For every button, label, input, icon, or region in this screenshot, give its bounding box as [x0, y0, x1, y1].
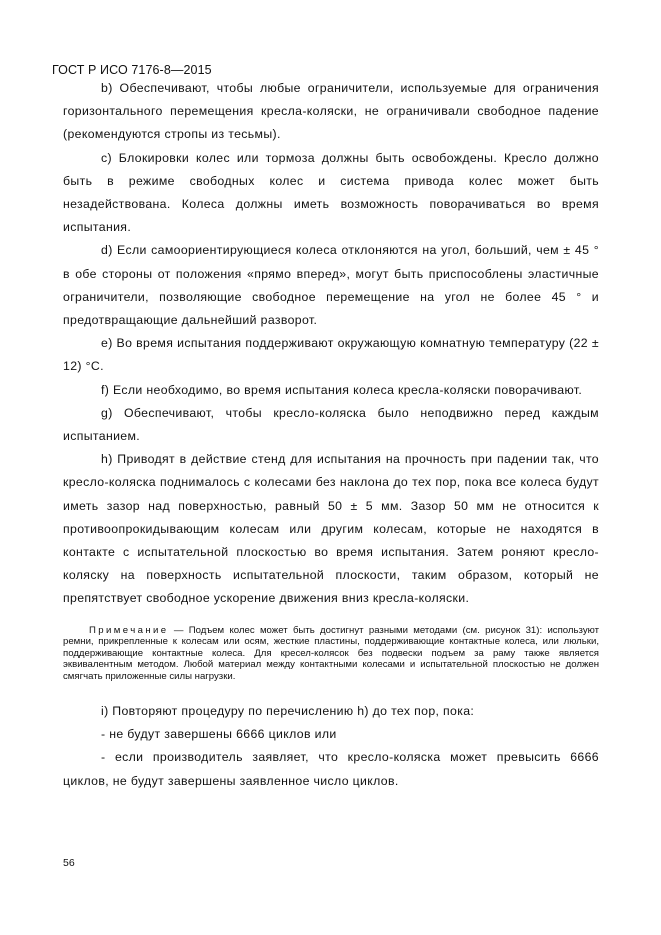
note-block	[63, 625, 599, 682]
paragraph-b: b) Обеспечивают, чтобы любые ограничители, используемые для ограничения горизонтального перемещения кресла-коляски, не ограничивали свободное падение (рекомендуются стропы из тесьмы).	[63, 81, 599, 142]
note-label: Примечание	[89, 625, 169, 636]
paragraph-g: g) Обеспечивают, чтобы кресло-коляска было неподвижно перед каждым испытанием.	[63, 405, 599, 444]
paragraph-e: e) Во время испытания поддерживают окружающую комнатную температуру (22 ± 12) °С.	[63, 336, 599, 374]
main-body	[63, 77, 599, 611]
paragraph-c: c) Блокировки колес или тормоза должны быть освобождены. Кресло должно быть в режиме свободных колес и система привода колес может быть незадействована. Колеса должны иметь возможность поворачиваться во время испытания.	[63, 150, 599, 235]
paragraph-f: f) Если необходимо, во время испытания колеса кресла-коляски поворачивают.	[101, 382, 583, 397]
list-item: - если производитель заявляет, что кресло-коляска может превысить 6666 циклов, не будут завершены заявленное число циклов.	[63, 750, 599, 788]
paragraph-i: i) Повторяют процедуру по перечислению h) до тех пор, пока:	[101, 704, 475, 718]
repeat-procedure-block	[63, 700, 599, 793]
paragraph-d: d) Если самоориентирующиеся колеса отклоняются на угол, больший, чем ± 45 ° в обе стороны от положения «прямо вперед», могут быть приспособлены эластичные ограничители, позволяющие свободное перемещение на угол не более 45 ° и предотвращающие дальнейший разворот.	[63, 243, 599, 328]
page-number: 56	[63, 857, 75, 869]
document-header: ГОСТ Р ИСО 7176-8—2015	[52, 63, 212, 77]
list-item: - не будут завершены 6666 циклов или	[101, 727, 337, 742]
note-text: — Подъем колес может быть достигнут разными методами (см. рисунок 31): используют ремни, прикрепленные к колесам или осям, жесткие пластины, поддерживающие контактные колеса, или люльки, поддерживающие контактные колеса. Для кресел-колясок без подвески подъем за раму также является эквивалентным методом. Любой материал между контактными колесами и испытательной плоскостью не должен смягчать приложенные силы нагрузки.	[63, 625, 599, 682]
paragraph-h: h) Приводят в действие стенд для испытания на прочность при падении так, что кресло-коляска поднималось с колесами без наклона до тех пор, пока все колеса будут иметь зазор над поверхностью, равный 50 ± 5 мм. Зазор 50 мм не относится к противоопрокидывающим колесам или другим колесам, которые не находятся в контакте с испытательной плоскостью во время испытания. Затем роняют кресло-коляску на поверхность испытательной плоскости, таким образом, который не препятствует свободное ускорение движения вниз кресла-коляски.	[63, 452, 599, 606]
